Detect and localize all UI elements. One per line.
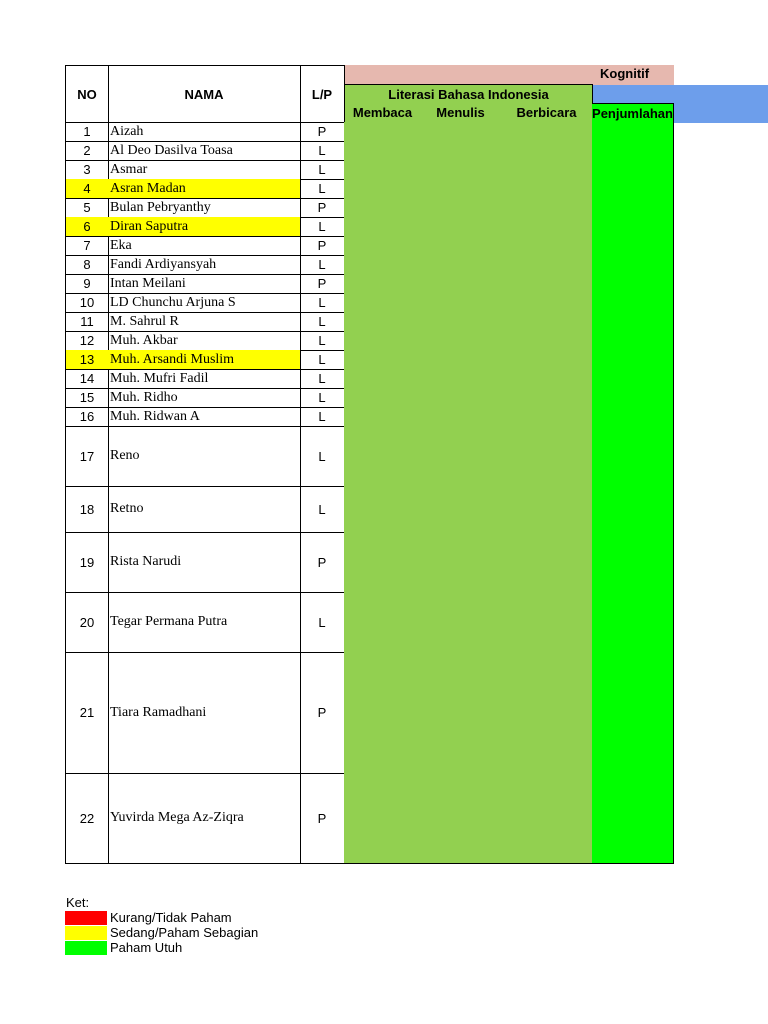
row-no: 17	[65, 426, 109, 487]
row-membaca	[344, 179, 421, 199]
header-membaca: Membaca	[344, 103, 421, 123]
row-membaca	[344, 592, 421, 653]
row-membaca	[344, 652, 421, 774]
row-penjumlahan	[592, 331, 674, 351]
row-gender: L	[300, 179, 345, 199]
row-berbicara	[501, 217, 593, 237]
row-membaca	[344, 236, 421, 256]
row-gender: L	[300, 407, 345, 427]
header-no: NO	[65, 65, 109, 123]
legend-title: Ket:	[66, 895, 90, 910]
row-membaca	[344, 141, 421, 161]
row-berbicara	[501, 274, 593, 294]
row-menulis	[420, 592, 502, 653]
row-gender: L	[300, 369, 345, 389]
row-menulis	[420, 652, 502, 774]
row-penjumlahan	[592, 255, 674, 275]
row-berbicara	[501, 236, 593, 256]
row-no: 4	[65, 179, 109, 199]
row-name: Muh. Ridwan A	[108, 407, 301, 427]
row-menulis	[420, 274, 502, 294]
row-berbicara	[501, 407, 593, 427]
row-menulis	[420, 331, 502, 351]
row-gender: L	[300, 592, 345, 653]
row-penjumlahan	[592, 274, 674, 294]
row-no: 10	[65, 293, 109, 313]
row-membaca	[344, 198, 421, 218]
row-no: 2	[65, 141, 109, 161]
row-penjumlahan	[592, 217, 674, 237]
row-penjumlahan	[592, 388, 674, 408]
row-menulis	[420, 407, 502, 427]
row-menulis	[420, 388, 502, 408]
row-menulis	[420, 160, 502, 180]
row-gender: P	[300, 773, 345, 864]
row-name: Diran Saputra	[108, 217, 301, 237]
row-berbicara	[501, 369, 593, 389]
row-berbicara	[501, 426, 593, 487]
row-membaca	[344, 388, 421, 408]
row-name: LD Chunchu Arjuna S	[108, 293, 301, 313]
row-membaca	[344, 274, 421, 294]
row-membaca	[344, 532, 421, 593]
row-name: Asran Madan	[108, 179, 301, 199]
row-berbicara	[501, 350, 593, 370]
row-no: 16	[65, 407, 109, 427]
row-penjumlahan	[592, 592, 674, 653]
row-berbicara	[501, 122, 593, 142]
row-berbicara	[501, 773, 593, 864]
row-menulis	[420, 122, 502, 142]
row-penjumlahan	[592, 486, 674, 533]
row-menulis	[420, 773, 502, 864]
row-gender: P	[300, 198, 345, 218]
row-menulis	[420, 293, 502, 313]
row-penjumlahan	[592, 141, 674, 161]
row-no: 14	[65, 369, 109, 389]
row-name: Rista Narudi	[108, 532, 301, 593]
row-penjumlahan	[592, 236, 674, 256]
row-no: 20	[65, 592, 109, 653]
row-membaca	[344, 369, 421, 389]
legend-swatch	[65, 911, 107, 925]
row-berbicara	[501, 652, 593, 774]
row-menulis	[420, 236, 502, 256]
row-membaca	[344, 407, 421, 427]
row-no: 18	[65, 486, 109, 533]
header-penjumlahan: Penjumlahan	[592, 103, 674, 123]
row-name: Tegar Permana Putra	[108, 592, 301, 653]
row-no: 21	[65, 652, 109, 774]
row-no: 13	[65, 350, 109, 370]
row-no: 5	[65, 198, 109, 218]
row-menulis	[420, 426, 502, 487]
row-gender: L	[300, 293, 345, 313]
row-membaca	[344, 293, 421, 313]
row-name: Muh. Arsandi Muslim	[108, 350, 301, 370]
row-menulis	[420, 532, 502, 593]
row-menulis	[420, 217, 502, 237]
row-berbicara	[501, 179, 593, 199]
row-no: 12	[65, 331, 109, 351]
row-menulis	[420, 486, 502, 533]
row-gender: P	[300, 652, 345, 774]
row-membaca	[344, 122, 421, 142]
row-penjumlahan	[592, 179, 674, 199]
row-membaca	[344, 331, 421, 351]
header-nama: NAMA	[108, 65, 301, 123]
row-gender: L	[300, 426, 345, 487]
row-menulis	[420, 350, 502, 370]
row-no: 6	[65, 217, 109, 237]
row-name: Aizah	[108, 122, 301, 142]
legend-swatch	[65, 941, 107, 955]
row-membaca	[344, 312, 421, 332]
row-menulis	[420, 312, 502, 332]
header-lp: L/P	[300, 65, 345, 123]
row-membaca	[344, 773, 421, 864]
row-name: Bulan Pebryanthy	[108, 198, 301, 218]
legend-label: Kurang/Tidak Paham	[110, 910, 232, 925]
row-name: Retno	[108, 486, 301, 533]
row-gender: P	[300, 532, 345, 593]
row-no: 22	[65, 773, 109, 864]
legend-label: Paham Utuh	[110, 940, 183, 955]
row-name: Eka	[108, 236, 301, 256]
kognitif-header: Kognitif	[600, 66, 650, 81]
row-penjumlahan	[592, 122, 674, 142]
row-gender: L	[300, 255, 345, 275]
row-menulis	[420, 179, 502, 199]
row-berbicara	[501, 198, 593, 218]
row-name: Asmar	[108, 160, 301, 180]
row-gender: L	[300, 217, 345, 237]
row-berbicara	[501, 141, 593, 161]
legend-label: Sedang/Paham Sebagian	[110, 925, 259, 940]
row-gender: P	[300, 236, 345, 256]
header-menulis: Menulis	[420, 103, 502, 123]
legend-swatch	[65, 926, 107, 940]
row-name: Muh. Ridho	[108, 388, 301, 408]
row-membaca	[344, 255, 421, 275]
row-name: Yuvirda Mega Az-Ziqra	[108, 773, 301, 864]
row-name: M. Sahrul R	[108, 312, 301, 332]
row-name: Muh. Mufri Fadil	[108, 369, 301, 389]
row-gender: L	[300, 486, 345, 533]
row-menulis	[420, 369, 502, 389]
row-penjumlahan	[592, 160, 674, 180]
row-berbicara	[501, 331, 593, 351]
row-penjumlahan	[592, 532, 674, 593]
header-berbicara: Berbicara	[501, 103, 593, 123]
header-literasi: Literasi Bahasa Indonesia	[344, 84, 593, 104]
row-gender: P	[300, 274, 345, 294]
row-no: 11	[65, 312, 109, 332]
row-penjumlahan	[592, 198, 674, 218]
row-name: Reno	[108, 426, 301, 487]
row-membaca	[344, 160, 421, 180]
row-gender: L	[300, 160, 345, 180]
row-membaca	[344, 426, 421, 487]
row-gender: L	[300, 388, 345, 408]
row-berbicara	[501, 293, 593, 313]
row-berbicara	[501, 532, 593, 593]
row-penjumlahan	[592, 293, 674, 313]
row-gender: L	[300, 331, 345, 351]
row-penjumlahan	[592, 369, 674, 389]
row-gender: L	[300, 350, 345, 370]
row-name: Al Deo Dasilva Toasa	[108, 141, 301, 161]
row-no: 9	[65, 274, 109, 294]
row-membaca	[344, 350, 421, 370]
row-berbicara	[501, 312, 593, 332]
row-name: Intan Meilani	[108, 274, 301, 294]
row-berbicara	[501, 592, 593, 653]
row-membaca	[344, 486, 421, 533]
row-berbicara	[501, 486, 593, 533]
row-gender: L	[300, 141, 345, 161]
row-name: Fandi Ardiyansyah	[108, 255, 301, 275]
row-no: 15	[65, 388, 109, 408]
row-gender: P	[300, 122, 345, 142]
row-gender: L	[300, 312, 345, 332]
row-berbicara	[501, 388, 593, 408]
row-membaca	[344, 217, 421, 237]
row-name: Tiara Ramadhani	[108, 652, 301, 774]
row-penjumlahan	[592, 350, 674, 370]
row-penjumlahan	[592, 426, 674, 487]
row-berbicara	[501, 160, 593, 180]
row-penjumlahan	[592, 773, 674, 864]
row-berbicara	[501, 255, 593, 275]
row-penjumlahan	[592, 652, 674, 774]
row-no: 8	[65, 255, 109, 275]
row-penjumlahan	[592, 407, 674, 427]
row-name: Muh. Akbar	[108, 331, 301, 351]
row-no: 3	[65, 160, 109, 180]
row-menulis	[420, 198, 502, 218]
row-no: 7	[65, 236, 109, 256]
row-menulis	[420, 255, 502, 275]
row-no: 19	[65, 532, 109, 593]
row-menulis	[420, 141, 502, 161]
row-no: 1	[65, 122, 109, 142]
row-penjumlahan	[592, 312, 674, 332]
